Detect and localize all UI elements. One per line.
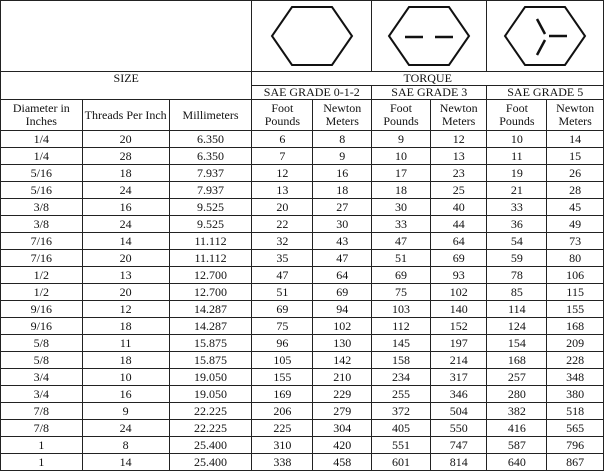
grade012-foot-pounds-cell: 206 — [252, 403, 313, 420]
grade012-newton-meters-cell: 69 — [313, 284, 372, 301]
table-row — [1, 318, 604, 335]
threads-cell: 28 — [82, 148, 169, 165]
threads-cell: 9 — [82, 403, 169, 420]
threads-cell: 18 — [82, 165, 169, 182]
grade012-newton-meters-cell: 8 — [313, 131, 372, 148]
grade012-foot-pounds-cell: 51 — [252, 284, 313, 301]
diameter-cell: 5/16 — [1, 182, 83, 199]
millimeters-cell: 22.225 — [169, 403, 252, 420]
table-row — [1, 420, 604, 437]
millimeters-cell: 19.050 — [169, 386, 252, 403]
table-row — [1, 386, 604, 403]
millimeters-cell: 19.050 — [169, 369, 252, 386]
table-row — [1, 131, 604, 148]
grade012-newton-meters-cell: 458 — [313, 454, 372, 471]
grade012-newton-meters-cell: 43 — [313, 233, 372, 250]
grade5-newton-meters-cell: 348 — [547, 369, 604, 386]
grade012-newton-meters-cell: 64 — [313, 267, 372, 284]
diameter-cell: 1/4 — [1, 131, 83, 148]
hex-plain-icon — [264, 3, 360, 69]
grade5-newton-meters-cell: 228 — [547, 352, 604, 369]
grade012-foot-pounds-cell: 338 — [252, 454, 313, 471]
column-header-grade012-newton-meters: Newton Meters — [313, 100, 372, 131]
column-header-millimeters: Millimeters — [169, 100, 252, 131]
grade3-foot-pounds-cell: 9 — [372, 131, 431, 148]
grade012-foot-pounds-cell: 155 — [252, 369, 313, 386]
grade012-newton-meters-cell: 94 — [313, 301, 372, 318]
column-header-grade3-foot-pounds: Foot Pounds — [372, 100, 431, 131]
grade012-foot-pounds-cell: 47 — [252, 267, 313, 284]
grade3-newton-meters-cell: 747 — [430, 437, 487, 454]
grade5-newton-meters-cell: 115 — [547, 284, 604, 301]
diameter-cell: 7/16 — [1, 233, 83, 250]
diameter-cell: 3/8 — [1, 216, 83, 233]
grade012-newton-meters-cell: 102 — [313, 318, 372, 335]
grade5-foot-pounds-cell: 114 — [487, 301, 547, 318]
grade3-foot-pounds-cell: 33 — [372, 216, 431, 233]
grade5-foot-pounds-cell: 168 — [487, 352, 547, 369]
torque-header: TORQUE — [252, 72, 604, 86]
grade3-newton-meters-cell: 25 — [430, 182, 487, 199]
grade-header-3: SAE GRADE 3 — [372, 86, 487, 100]
grade3-newton-meters-cell: 550 — [430, 420, 487, 437]
grade5-foot-pounds-cell: 124 — [487, 318, 547, 335]
grade5-foot-pounds-cell: 59 — [487, 250, 547, 267]
millimeters-cell: 9.525 — [169, 216, 252, 233]
grade3-newton-meters-cell: 504 — [430, 403, 487, 420]
grade5-newton-meters-cell: 168 — [547, 318, 604, 335]
grade012-foot-pounds-cell: 310 — [252, 437, 313, 454]
grade5-foot-pounds-cell: 19 — [487, 165, 547, 182]
grade3-newton-meters-cell: 69 — [430, 250, 487, 267]
grade3-newton-meters-cell: 152 — [430, 318, 487, 335]
column-header-grade5-foot-pounds: Foot Pounds — [487, 100, 547, 131]
diameter-cell: 7/8 — [1, 420, 83, 437]
grade012-foot-pounds-cell: 13 — [252, 182, 313, 199]
grade3-foot-pounds-cell: 51 — [372, 250, 431, 267]
table-row — [1, 352, 604, 369]
table-row — [1, 301, 604, 318]
grade5-newton-meters-cell: 26 — [547, 165, 604, 182]
diameter-cell: 3/4 — [1, 386, 83, 403]
grade012-newton-meters-cell: 130 — [313, 335, 372, 352]
column-header-grade3-newton-meters: Newton Meters — [430, 100, 487, 131]
grade3-foot-pounds-cell: 112 — [372, 318, 431, 335]
blank-header-cell — [1, 1, 252, 72]
millimeters-cell: 7.937 — [169, 182, 252, 199]
grade3-foot-pounds-cell: 30 — [372, 199, 431, 216]
threads-cell: 13 — [82, 267, 169, 284]
millimeters-cell: 15.875 — [169, 352, 252, 369]
threads-cell: 10 — [82, 369, 169, 386]
grade5-foot-pounds-cell: 21 — [487, 182, 547, 199]
diameter-cell: 1/4 — [1, 148, 83, 165]
grade012-foot-pounds-cell: 12 — [252, 165, 313, 182]
grade5-foot-pounds-cell: 257 — [487, 369, 547, 386]
grade-5-icon-cell — [487, 1, 604, 72]
table-row — [1, 199, 604, 216]
grade3-foot-pounds-cell: 17 — [372, 165, 431, 182]
grade3-newton-meters-cell: 140 — [430, 301, 487, 318]
millimeters-cell: 11.112 — [169, 233, 252, 250]
table-row — [1, 403, 604, 420]
threads-cell: 16 — [82, 386, 169, 403]
table-row — [1, 284, 604, 301]
grade5-newton-meters-cell: 565 — [547, 420, 604, 437]
grade5-newton-meters-cell: 518 — [547, 403, 604, 420]
diameter-cell: 1/2 — [1, 284, 83, 301]
grade3-newton-meters-cell: 44 — [430, 216, 487, 233]
table-row — [1, 335, 604, 352]
grade3-newton-meters-cell: 214 — [430, 352, 487, 369]
grade-header-0-1-2: SAE GRADE 0-1-2 — [252, 86, 372, 100]
millimeters-cell: 11.112 — [169, 250, 252, 267]
grade012-newton-meters-cell: 304 — [313, 420, 372, 437]
table-row — [1, 437, 604, 454]
grade012-newton-meters-cell: 27 — [313, 199, 372, 216]
millimeters-cell: 6.350 — [169, 148, 252, 165]
grade3-newton-meters-cell: 40 — [430, 199, 487, 216]
grade3-newton-meters-cell: 64 — [430, 233, 487, 250]
threads-cell: 24 — [82, 420, 169, 437]
millimeters-cell: 15.875 — [169, 335, 252, 352]
table-row — [1, 182, 604, 199]
grade5-newton-meters-cell: 80 — [547, 250, 604, 267]
grade5-newton-meters-cell: 867 — [547, 454, 604, 471]
grade012-foot-pounds-cell: 6 — [252, 131, 313, 148]
grade012-newton-meters-cell: 47 — [313, 250, 372, 267]
diameter-cell: 9/16 — [1, 301, 83, 318]
grade3-foot-pounds-cell: 47 — [372, 233, 431, 250]
grade3-foot-pounds-cell: 405 — [372, 420, 431, 437]
column-header-diameter: Diameter in Inches — [1, 100, 83, 131]
table-row — [1, 148, 604, 165]
diameter-cell: 5/8 — [1, 335, 83, 352]
grade5-foot-pounds-cell: 640 — [487, 454, 547, 471]
table-body — [1, 131, 604, 471]
grade5-newton-meters-cell: 209 — [547, 335, 604, 352]
grade5-newton-meters-cell: 15 — [547, 148, 604, 165]
grade3-foot-pounds-cell: 158 — [372, 352, 431, 369]
diameter-cell: 1/2 — [1, 267, 83, 284]
grade5-newton-meters-cell: 14 — [547, 131, 604, 148]
grade3-foot-pounds-cell: 145 — [372, 335, 431, 352]
grade5-foot-pounds-cell: 11 — [487, 148, 547, 165]
grade5-foot-pounds-cell: 78 — [487, 267, 547, 284]
threads-cell: 18 — [82, 352, 169, 369]
column-header-threads: Threads Per Inch — [82, 100, 169, 131]
table-row — [1, 233, 604, 250]
millimeters-cell: 14.287 — [169, 301, 252, 318]
grade012-newton-meters-cell: 18 — [313, 182, 372, 199]
grade012-foot-pounds-cell: 32 — [252, 233, 313, 250]
table-row — [1, 165, 604, 182]
hex-two-dashes-icon — [381, 3, 477, 69]
size-header: SIZE — [1, 72, 252, 100]
grade-3-icon-cell — [372, 1, 487, 72]
grade3-foot-pounds-cell: 255 — [372, 386, 431, 403]
grade3-newton-meters-cell: 197 — [430, 335, 487, 352]
grade3-newton-meters-cell: 93 — [430, 267, 487, 284]
millimeters-cell: 12.700 — [169, 267, 252, 284]
grade3-foot-pounds-cell: 234 — [372, 369, 431, 386]
threads-cell: 11 — [82, 335, 169, 352]
grade012-newton-meters-cell: 9 — [313, 148, 372, 165]
threads-cell: 18 — [82, 318, 169, 335]
table-row — [1, 216, 604, 233]
diameter-cell: 3/8 — [1, 199, 83, 216]
grade3-foot-pounds-cell: 18 — [372, 182, 431, 199]
hex-three-radial-lines-icon — [497, 3, 593, 69]
grade5-newton-meters-cell: 45 — [547, 199, 604, 216]
grade5-foot-pounds-cell: 587 — [487, 437, 547, 454]
grade3-newton-meters-cell: 814 — [430, 454, 487, 471]
grade012-newton-meters-cell: 420 — [313, 437, 372, 454]
diameter-cell: 9/16 — [1, 318, 83, 335]
grade3-newton-meters-cell: 317 — [430, 369, 487, 386]
grade012-newton-meters-cell: 229 — [313, 386, 372, 403]
grade012-newton-meters-cell: 210 — [313, 369, 372, 386]
grade012-foot-pounds-cell: 105 — [252, 352, 313, 369]
table-row — [1, 454, 604, 471]
grade5-newton-meters-cell: 28 — [547, 182, 604, 199]
grade012-foot-pounds-cell: 169 — [252, 386, 313, 403]
grade012-foot-pounds-cell: 225 — [252, 420, 313, 437]
diameter-cell: 1 — [1, 454, 83, 471]
diameter-cell: 5/8 — [1, 352, 83, 369]
threads-cell: 24 — [82, 182, 169, 199]
grade5-foot-pounds-cell: 54 — [487, 233, 547, 250]
diameter-cell: 1 — [1, 437, 83, 454]
millimeters-cell: 25.400 — [169, 437, 252, 454]
column-header-grade012-foot-pounds: Foot Pounds — [252, 100, 313, 131]
grade5-newton-meters-cell: 73 — [547, 233, 604, 250]
diameter-cell: 3/4 — [1, 369, 83, 386]
grade012-foot-pounds-cell: 7 — [252, 148, 313, 165]
grade012-newton-meters-cell: 30 — [313, 216, 372, 233]
millimeters-cell: 6.350 — [169, 131, 252, 148]
grade012-foot-pounds-cell: 22 — [252, 216, 313, 233]
table-row — [1, 267, 604, 284]
threads-cell: 14 — [82, 233, 169, 250]
diameter-cell: 7/16 — [1, 250, 83, 267]
grade012-newton-meters-cell: 142 — [313, 352, 372, 369]
millimeters-cell: 25.400 — [169, 454, 252, 471]
grade012-newton-meters-cell: 16 — [313, 165, 372, 182]
diameter-cell: 7/8 — [1, 403, 83, 420]
grade5-foot-pounds-cell: 154 — [487, 335, 547, 352]
grade3-newton-meters-cell: 102 — [430, 284, 487, 301]
grade012-foot-pounds-cell: 75 — [252, 318, 313, 335]
grade3-foot-pounds-cell: 10 — [372, 148, 431, 165]
grade5-newton-meters-cell: 796 — [547, 437, 604, 454]
threads-cell: 16 — [82, 199, 169, 216]
grade5-foot-pounds-cell: 416 — [487, 420, 547, 437]
threads-cell: 24 — [82, 216, 169, 233]
table-row — [1, 250, 604, 267]
grade3-foot-pounds-cell: 75 — [372, 284, 431, 301]
millimeters-cell: 14.287 — [169, 318, 252, 335]
grade3-newton-meters-cell: 346 — [430, 386, 487, 403]
grade5-foot-pounds-cell: 382 — [487, 403, 547, 420]
grade3-newton-meters-cell: 23 — [430, 165, 487, 182]
grade-0-1-2-icon-cell — [252, 1, 372, 72]
grade5-foot-pounds-cell: 85 — [487, 284, 547, 301]
threads-cell: 20 — [82, 131, 169, 148]
grade012-foot-pounds-cell: 69 — [252, 301, 313, 318]
grade3-foot-pounds-cell: 601 — [372, 454, 431, 471]
grade5-newton-meters-cell: 155 — [547, 301, 604, 318]
grade5-foot-pounds-cell: 33 — [487, 199, 547, 216]
grade012-foot-pounds-cell: 20 — [252, 199, 313, 216]
grade3-foot-pounds-cell: 372 — [372, 403, 431, 420]
threads-cell: 14 — [82, 454, 169, 471]
grade5-newton-meters-cell: 49 — [547, 216, 604, 233]
grade5-newton-meters-cell: 106 — [547, 267, 604, 284]
grade3-foot-pounds-cell: 103 — [372, 301, 431, 318]
grade3-foot-pounds-cell: 69 — [372, 267, 431, 284]
threads-cell: 20 — [82, 284, 169, 301]
grade5-foot-pounds-cell: 36 — [487, 216, 547, 233]
grade-header-5: SAE GRADE 5 — [487, 86, 604, 100]
millimeters-cell: 12.700 — [169, 284, 252, 301]
threads-cell: 8 — [82, 437, 169, 454]
grade3-newton-meters-cell: 13 — [430, 148, 487, 165]
threads-cell: 20 — [82, 250, 169, 267]
grade3-newton-meters-cell: 12 — [430, 131, 487, 148]
grade5-foot-pounds-cell: 280 — [487, 386, 547, 403]
grade5-foot-pounds-cell: 10 — [487, 131, 547, 148]
diameter-cell: 5/16 — [1, 165, 83, 182]
column-header-grade5-newton-meters: Newton Meters — [547, 100, 604, 131]
millimeters-cell: 22.225 — [169, 420, 252, 437]
grade5-newton-meters-cell: 380 — [547, 386, 604, 403]
grade3-foot-pounds-cell: 551 — [372, 437, 431, 454]
table-row — [1, 369, 604, 386]
millimeters-cell: 9.525 — [169, 199, 252, 216]
grade012-foot-pounds-cell: 96 — [252, 335, 313, 352]
millimeters-cell: 7.937 — [169, 165, 252, 182]
grade012-foot-pounds-cell: 35 — [252, 250, 313, 267]
threads-cell: 12 — [82, 301, 169, 318]
grade012-newton-meters-cell: 279 — [313, 403, 372, 420]
